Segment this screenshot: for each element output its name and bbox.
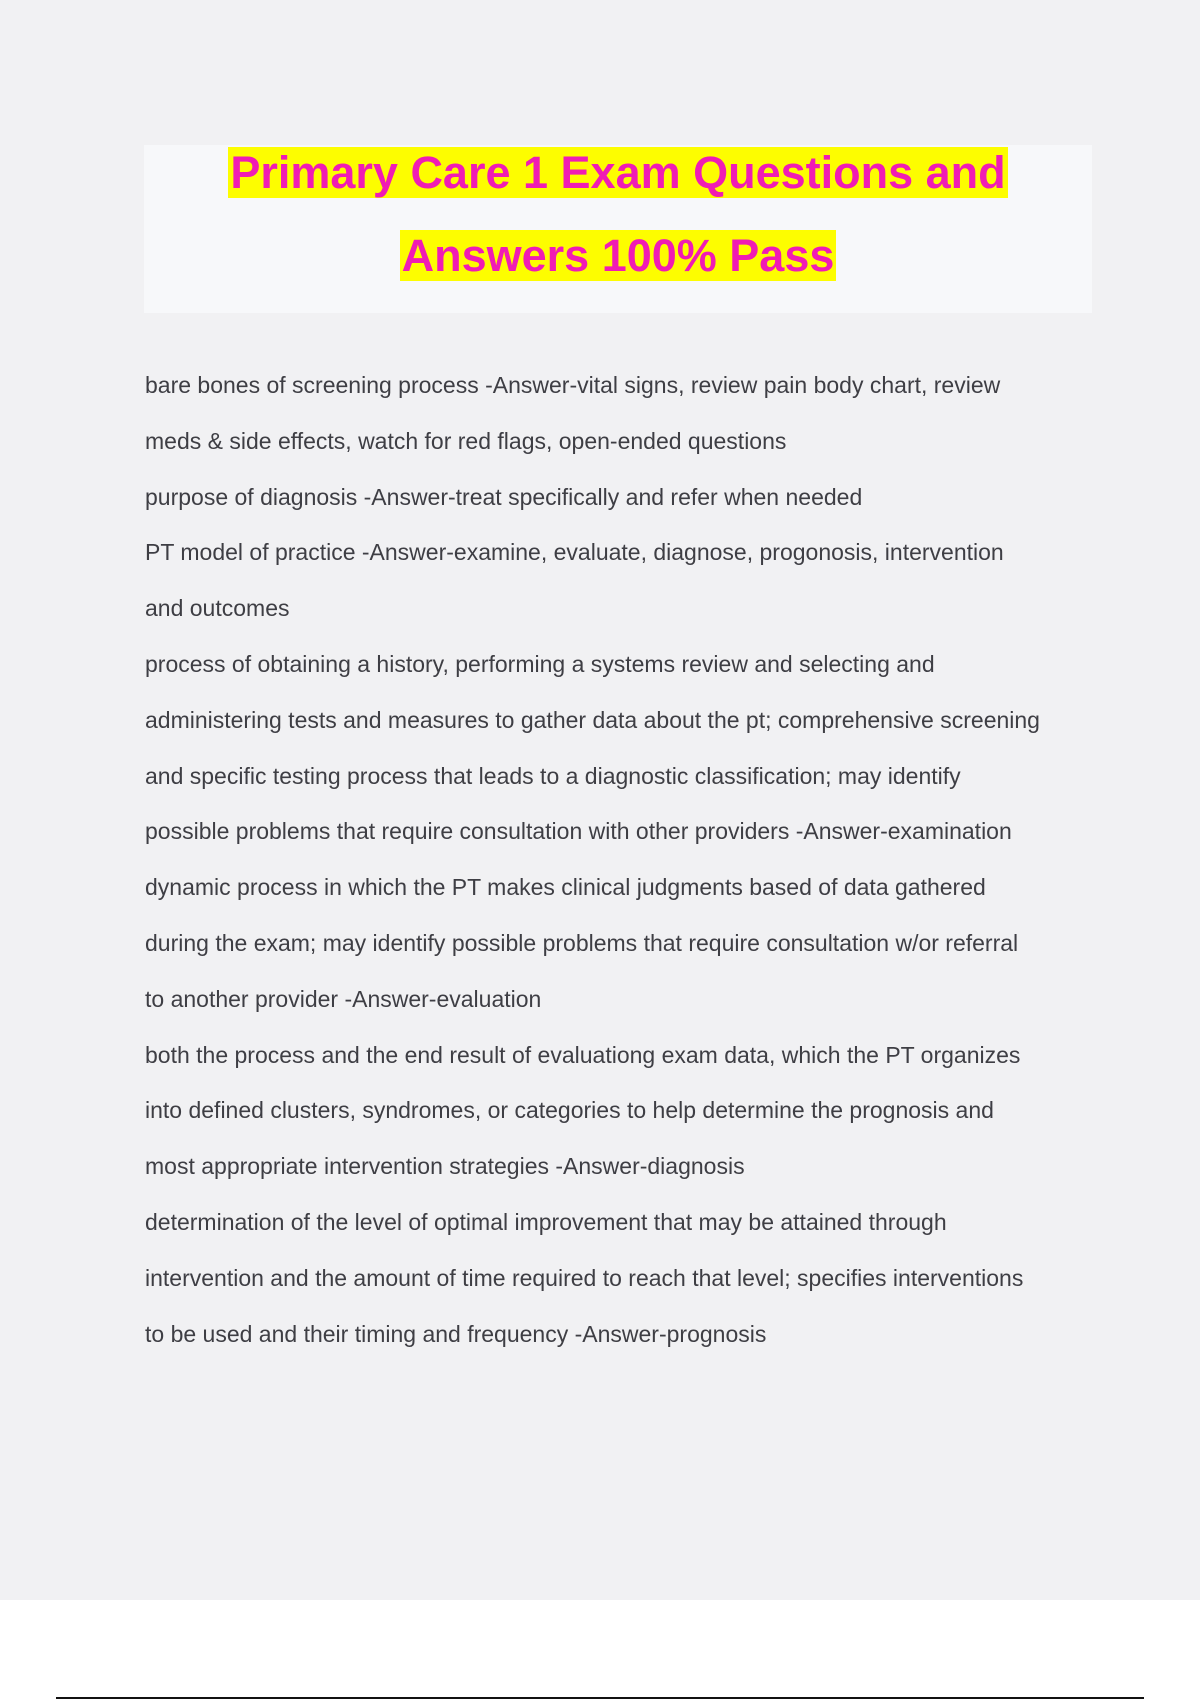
title-highlight-1: Primary Care 1 Exam Questions and bbox=[230, 147, 1006, 198]
text-line: administering tests and measures to gather data about the pt; comprehensive screening bbox=[145, 706, 1040, 733]
text-line: PT model of practice -Answer-examine, evaluate, diagnose, progonosis, intervention bbox=[145, 539, 1004, 566]
text-line: and outcomes bbox=[145, 595, 290, 622]
text-line: and specific testing process that leads to a diagnostic classification; may identify bbox=[145, 762, 961, 789]
document-body bbox=[145, 358, 1095, 1362]
text-line: both the process and the end result of evaluationg exam data, which the PT organizes bbox=[145, 1041, 1021, 1068]
text-line: most appropriate intervention strategies -Answer-diagnosis bbox=[145, 1153, 745, 1180]
text-line: determination of the level of optimal improvement that may be attained through bbox=[145, 1208, 947, 1235]
text-line: meds & side effects, watch for red flags, open-ended questions bbox=[145, 427, 787, 454]
document-title-line-1 bbox=[144, 145, 1092, 201]
footer-rule bbox=[56, 1697, 1144, 1699]
text-line: bare bones of screening process -Answer-vital signs, review pain body chart, review bbox=[145, 372, 1001, 398]
text-line: intervention and the amount of time required to reach that level; specifies interventions bbox=[145, 1264, 1024, 1291]
document-title-line-2 bbox=[144, 228, 1092, 284]
text-line: purpose of diagnosis -Answer-treat specifically and refer when needed bbox=[145, 483, 863, 510]
text-line: to be used and their timing and frequency -Answer-prognosis bbox=[145, 1320, 767, 1347]
text-line: process of obtaining a history, performing a systems review and selecting and bbox=[145, 650, 935, 677]
text-line: dynamic process in which the PT makes clinical judgments based of data gathered bbox=[145, 874, 986, 901]
title-box bbox=[144, 145, 1092, 313]
text-line: into defined clusters, syndromes, or categories to help determine the prognosis and bbox=[145, 1097, 994, 1124]
text-line: possible problems that require consultation with other providers -Answer-examination bbox=[145, 818, 1012, 845]
text-line: to another provider -Answer-evaluation bbox=[145, 985, 542, 1012]
text-line: during the exam; may identify possible problems that require consultation w/or referral bbox=[145, 929, 1019, 956]
title-highlight-2: Answers 100% Pass bbox=[401, 230, 835, 281]
